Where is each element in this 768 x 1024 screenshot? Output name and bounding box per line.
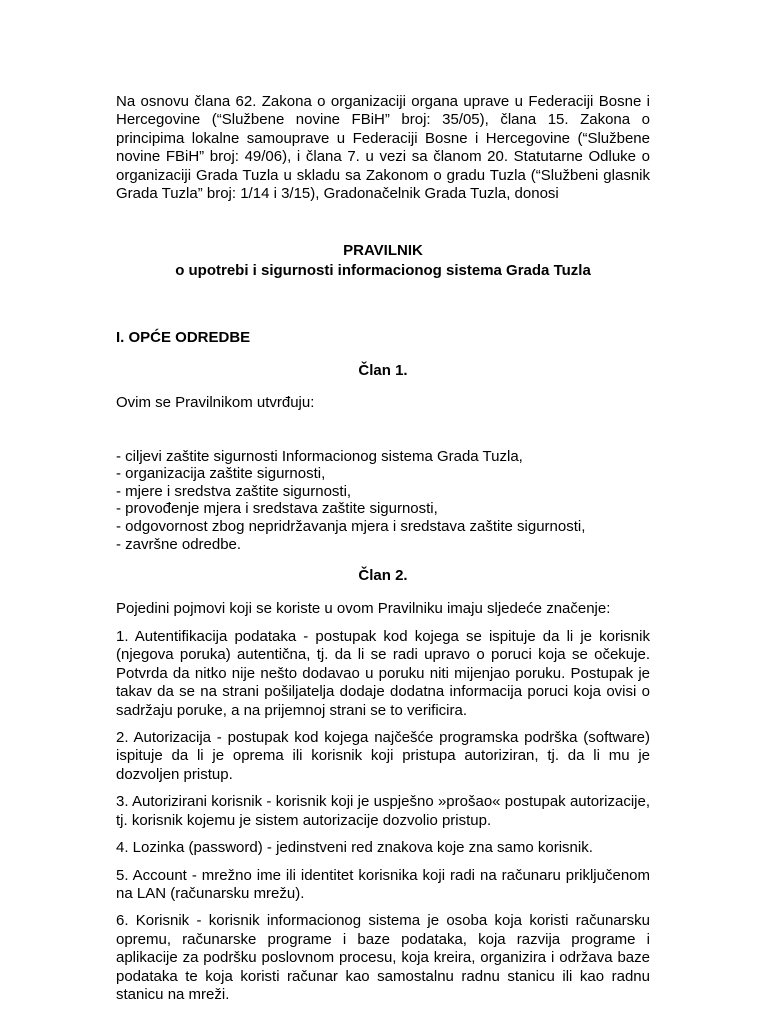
article-1-heading: Član 1. (358, 361, 408, 379)
list-item: - mjere i sredstva zaštite sigurnosti, (116, 482, 352, 500)
list-item: - završne odredbe. (116, 535, 242, 553)
definition-authorization: 2. Autorizacija - postupak kod kojega najčešće programska podrška (software) ispituje da li je oprema ili korisnik koji pristupa autoriziran, tj. da li mu je dozvoljen pristup. (116, 729, 650, 783)
definition-user: 6. Korisnik - korisnik informacionog sistema je osoba koja koristi računarsku opremu, računarske programe i baze podataka, koja razvija programe i aplikacije za podršku poslovnom procesu, koja kreira, organizira i održava baze podataka te koja koristi računar kao samostalnu radnu stanicu ili kao radnu stanicu na mreži. (116, 912, 650, 1003)
definition-authorized-user: 3. Autorizirani korisnik - korisnik koji je uspješno »prošao« postupak autorizacije, tj. korisnik kojemu je sistem autorizacije dozvolio pristup. (116, 793, 650, 829)
list-item: - organizacija zaštite sigurnosti, (116, 465, 326, 483)
document-title (116, 241, 650, 281)
title-main: PRAVILNIK (343, 242, 423, 260)
list-item: - ciljevi zaštite sigurnosti Informacionog sistema Grada Tuzla, (116, 447, 523, 465)
document-body (116, 93, 650, 1013)
section-heading-general-provisions: I. OPĆE ODREDBE (116, 329, 251, 347)
title-subtitle: o upotrebi i sigurnosti informacionog sistema Grada Tuzla (175, 262, 591, 280)
article-1-lead: Ovim se Pravilnikom utvrđuju: (116, 394, 315, 412)
preamble-paragraph: Na osnovu člana 62. Zakona o organizaciji organa uprave u Federaciji Bosne i Hercegovine (“Službene novine FBiH” broj: 35/05), člana 15. Zakona o principima lokalne samouprave u Federaciji Bosne i Hercegovine (“Službene novine FBiH” broj: 49/06), i člana 7. u vezi sa članom 20. Statutarne Odluke o organizaciji Grada Tuzla u skladu sa Zakonom o gradu Tuzla (“Službeni glasnik Grada Tuzla” broj: 1/14 i 3/15), Gradonačelnik Grada Tuzla, donosi (116, 93, 650, 203)
definition-account: 5. Account - mrežno ime ili identitet korisnika koji radi na računaru priključenom na LAN (računarsku mrežu). (116, 866, 650, 902)
article-1-list (116, 448, 650, 554)
definition-password: 4. Lozinka (password) - jedinstveni red znakova koje zna samo korisnik. (116, 839, 593, 857)
list-item: - provođenje mjera i sredstava zaštite sigurnosti, (116, 500, 438, 518)
article-2-lead: Pojedini pojmovi koji se koriste u ovom Pravilniku imaju sljedeće značenje: (116, 599, 611, 617)
list-item: - odgovornost zbog nepridržavanja mjera i sredstava zaštite sigurnosti, (116, 518, 586, 536)
article-2-heading: Član 2. (358, 567, 408, 585)
definition-authentication: 1. Autentifikacija podataka - postupak kod kojega se ispituje da li je korisnik (njegova poruka) autentična, tj. da li se radi upravo o poruci koja se očekuje. Potvrda da nitko nije nešto dodavao u poruku niti mijenjao poruku. Postupak je takav da se na strani pošiljatelja dodaje dodatna informacija poruci koja ovisi o sadržaju poruke, a na prijemnoj strani se to verificira. (116, 628, 650, 719)
